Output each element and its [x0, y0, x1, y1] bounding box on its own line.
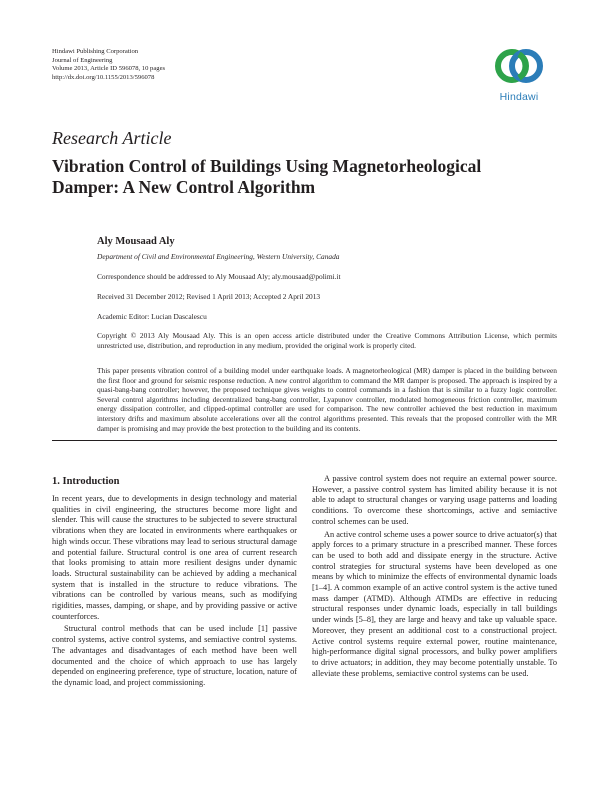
paragraph: In recent years, due to developments in design technology and material qualities in civil engineering, the structures become more light and slender. This will cause the structures to be subjected to severe structural vibrations when they are located in environments where earthquakes or high winds occur. These vibrations may lead to serious structural damage and potential failure. Structural control is one area of current research that looks promising to attain more resilient designs under dynamic loads. Structural sustainability can be achieved by adding a mechanical system that is installed in the structure to reduce vibrations. The vibrations can be controlled by various means, such as modifying rigidities, masses, damping, or shape, and by providing passive or active counterforces. [52, 494, 297, 621]
article-type: Research Article [52, 128, 172, 148]
doi-link[interactable]: http://dx.doi.org/10.1155/2013/596078 [52, 73, 155, 81]
article-dates: Received 31 December 2012; Revised 1 April 2013; Accepted 2 April 2013 [97, 292, 321, 301]
correspondence: Correspondence should be addressed to Aly Mousaad Aly; aly.mousaad@polimi.it [97, 272, 341, 281]
volume-info: Volume 2013, Article ID 596078, 10 pages [52, 65, 166, 73]
title-line-2: Damper: A New Control Algorithm [52, 177, 316, 197]
right-column [312, 474, 557, 681]
paragraph: A passive control system does not require an external power source. However, a passive control system has limited ability because it is not able to adapt to structural changes or varying usage patterns and loading conditions. To overcome these shortcomings, active and semiactive control schemes can be used. [312, 474, 557, 526]
journal-header [52, 48, 165, 82]
publisher: Hindawi Publishing Corporation [52, 48, 139, 55]
paper-title [52, 156, 572, 198]
left-column [52, 494, 297, 691]
copyright-notice: Copyright © 2013 Aly Mousaad Aly. This is an open access article distributed under the Creative Commons Attribution License, which permits unrestricted use, distribution, and reproduction in any medium, provided the original work is properly cited. [97, 331, 557, 350]
section-heading-introduction: 1. Introduction [52, 476, 120, 487]
affiliation: Department of Civil and Environmental Engineering, Western University, Canada [97, 252, 340, 261]
hindawi-logo [492, 44, 546, 104]
section-divider [52, 440, 557, 441]
paragraph: An active control scheme uses a power source to drive actuator(s) that apply forces to a primary structure in a prescribed manner. These forces can be used to both add and dissipate energy in the structure. Active control strategies for structural systems have been developed as one means by which to minimize the effects of environmental dynamic loads [1–4]. A common example of an active control system is the active tuned mass damper (ATMD). Although ATMDs are effective in reducing structural responses under dynamic loads, especially in tall buildings under winds [5–8], they are large and heavy and take up valuable space. Moreover, they present an additional cost to a constructional project. Active control systems require external power, routine maintenance, high-performance digital signal processors, and bulky power amplifiers to drive actuators; in addition, they may become potentially unstable. To alleviate these problems, semiactive control systems can be used. [312, 529, 557, 678]
hindawi-logo-icon [492, 44, 546, 90]
logo-wordmark: Hindawi [499, 91, 539, 103]
author-name: Aly Mousaad Aly [97, 236, 175, 247]
academic-editor: Academic Editor: Lucian Dascalescu [97, 312, 207, 321]
paragraph: Structural control methods that can be used include [1] passive control systems, active control systems, and semiactive control systems. The advantages and disadvantages of each method have been well documented and the choice of which approach to use has largely depended on engineering preference, type of structure, location, nature of the dynamic load, and project commissioning. [52, 624, 297, 687]
title-line-1: Vibration Control of Buildings Using Magnetorheological [52, 156, 482, 176]
journal-name: Journal of Engineering [52, 56, 113, 64]
abstract: This paper presents vibration control of a building model under earthquake loads. A magnetorheological (MR) damper is placed in the building between the first floor and ground for seismic response reduction. A new control algorithm to command the MR damper is proposed. The approach is inspired by a quasi-bang-bang controller; however, the proposed technique gives weights to control commands in a fashion that is similar to a fuzzy logic controller. Several control algorithms including decentralized bang-bang controller, Lyapunov controller, modulated homogeneous friction controller, maximum energy dissipation controller, and clipped-optimal controller are used for comparison. The new controller achieved the best reduction in maximum interstory drifts and maximum absolute accelerations over all the control algorithms presented. This reveals that the proposed controller with the MR damper is promising and may provide the best protection to the building and its contents. [97, 366, 557, 433]
